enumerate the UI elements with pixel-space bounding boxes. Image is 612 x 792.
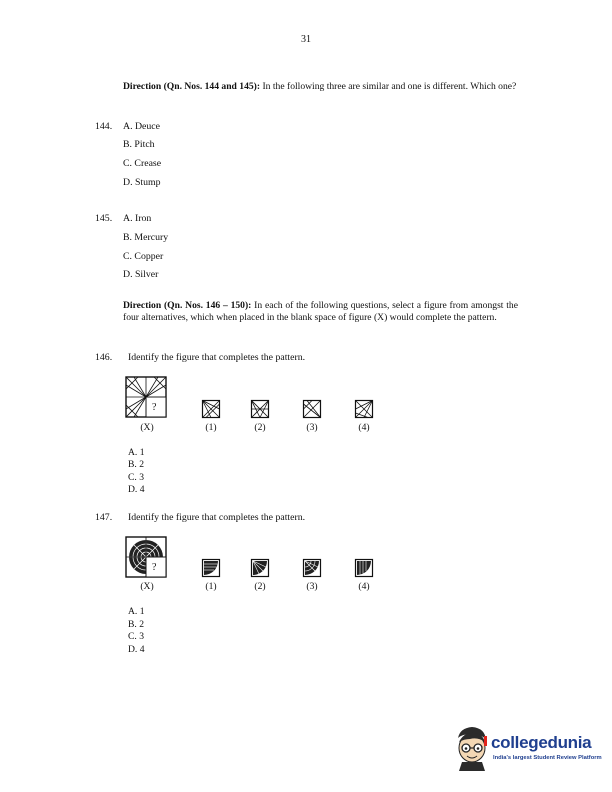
option-c: C. Crease — [123, 158, 162, 169]
direction-146-150 — [123, 300, 518, 324]
direction-heading: Direction (Qn. Nos. 146 – 150): — [123, 300, 252, 311]
option-b: B. 2 — [128, 619, 144, 630]
option-d: D. Silver — [123, 269, 159, 280]
option-c: C. 3 — [128, 472, 144, 483]
option-d: D. 4 — [128, 644, 145, 655]
answer-figure-4 — [355, 559, 373, 577]
option-c: C. Copper — [123, 251, 164, 262]
figure-label-1: (1) — [205, 422, 217, 433]
figure-x-circle-pattern — [125, 536, 167, 578]
figure-label-x: (X) — [140, 422, 154, 433]
figure-label-3: (3) — [306, 581, 318, 592]
answer-figure-1 — [202, 400, 220, 418]
direction-144-145 — [123, 81, 518, 93]
question-number-146: 146. — [95, 352, 113, 363]
question-text: Identify the figure that completes the pattern. — [128, 512, 306, 523]
brand-tagline: India's largest Student Review Platform — [493, 755, 602, 761]
mascot-logo-icon — [452, 724, 492, 772]
option-b: B. Mercury — [123, 232, 169, 243]
figure-label-4: (4) — [358, 422, 370, 433]
direction-heading: Direction (Qn. Nos. 144 and 145): — [123, 81, 261, 92]
question-text: Identify the figure that completes the pattern. — [128, 352, 306, 363]
brand-name: collegedunia — [491, 733, 592, 752]
option-a: A. 1 — [128, 447, 145, 458]
figure-label-4: (4) — [358, 581, 370, 592]
answer-figure-2 — [251, 559, 269, 577]
blank-question-mark: ? — [152, 562, 157, 573]
direction-text: In the following three are similar and one is different. Which one? — [262, 81, 517, 92]
option-a: A. Deuce — [123, 121, 160, 132]
option-b: B. Pitch — [123, 139, 155, 150]
figure-label-2: (2) — [254, 422, 266, 433]
figure-label-1: (1) — [205, 581, 217, 592]
question-number-147: 147. — [95, 512, 113, 523]
option-d: D. 4 — [128, 484, 145, 495]
question-number-144: 144. — [95, 121, 113, 132]
option-d: D. Stump — [123, 177, 161, 188]
question-number-145: 145. — [95, 213, 113, 224]
answer-figure-4 — [355, 400, 373, 418]
figure-label-3: (3) — [306, 422, 318, 433]
option-a: A. Iron — [123, 213, 152, 224]
answer-figure-1 — [202, 559, 220, 577]
answer-figure-3 — [303, 559, 321, 577]
direction-text: In each of the following questions, select a figure from amongst the four alternatives, which when placed in the blank space of figure (X) would complete the pattern. — [123, 300, 518, 323]
figure-label-x: (X) — [140, 581, 154, 592]
option-c: C. 3 — [128, 631, 144, 642]
figure-x-pattern — [125, 376, 167, 418]
answer-figure-3 — [303, 400, 321, 418]
answer-figure-2 — [251, 400, 269, 418]
figure-label-2: (2) — [254, 581, 266, 592]
option-a: A. 1 — [128, 606, 145, 617]
page-number: 31 — [301, 34, 311, 45]
option-b: B. 2 — [128, 459, 144, 470]
blank-question-mark: ? — [152, 402, 157, 413]
